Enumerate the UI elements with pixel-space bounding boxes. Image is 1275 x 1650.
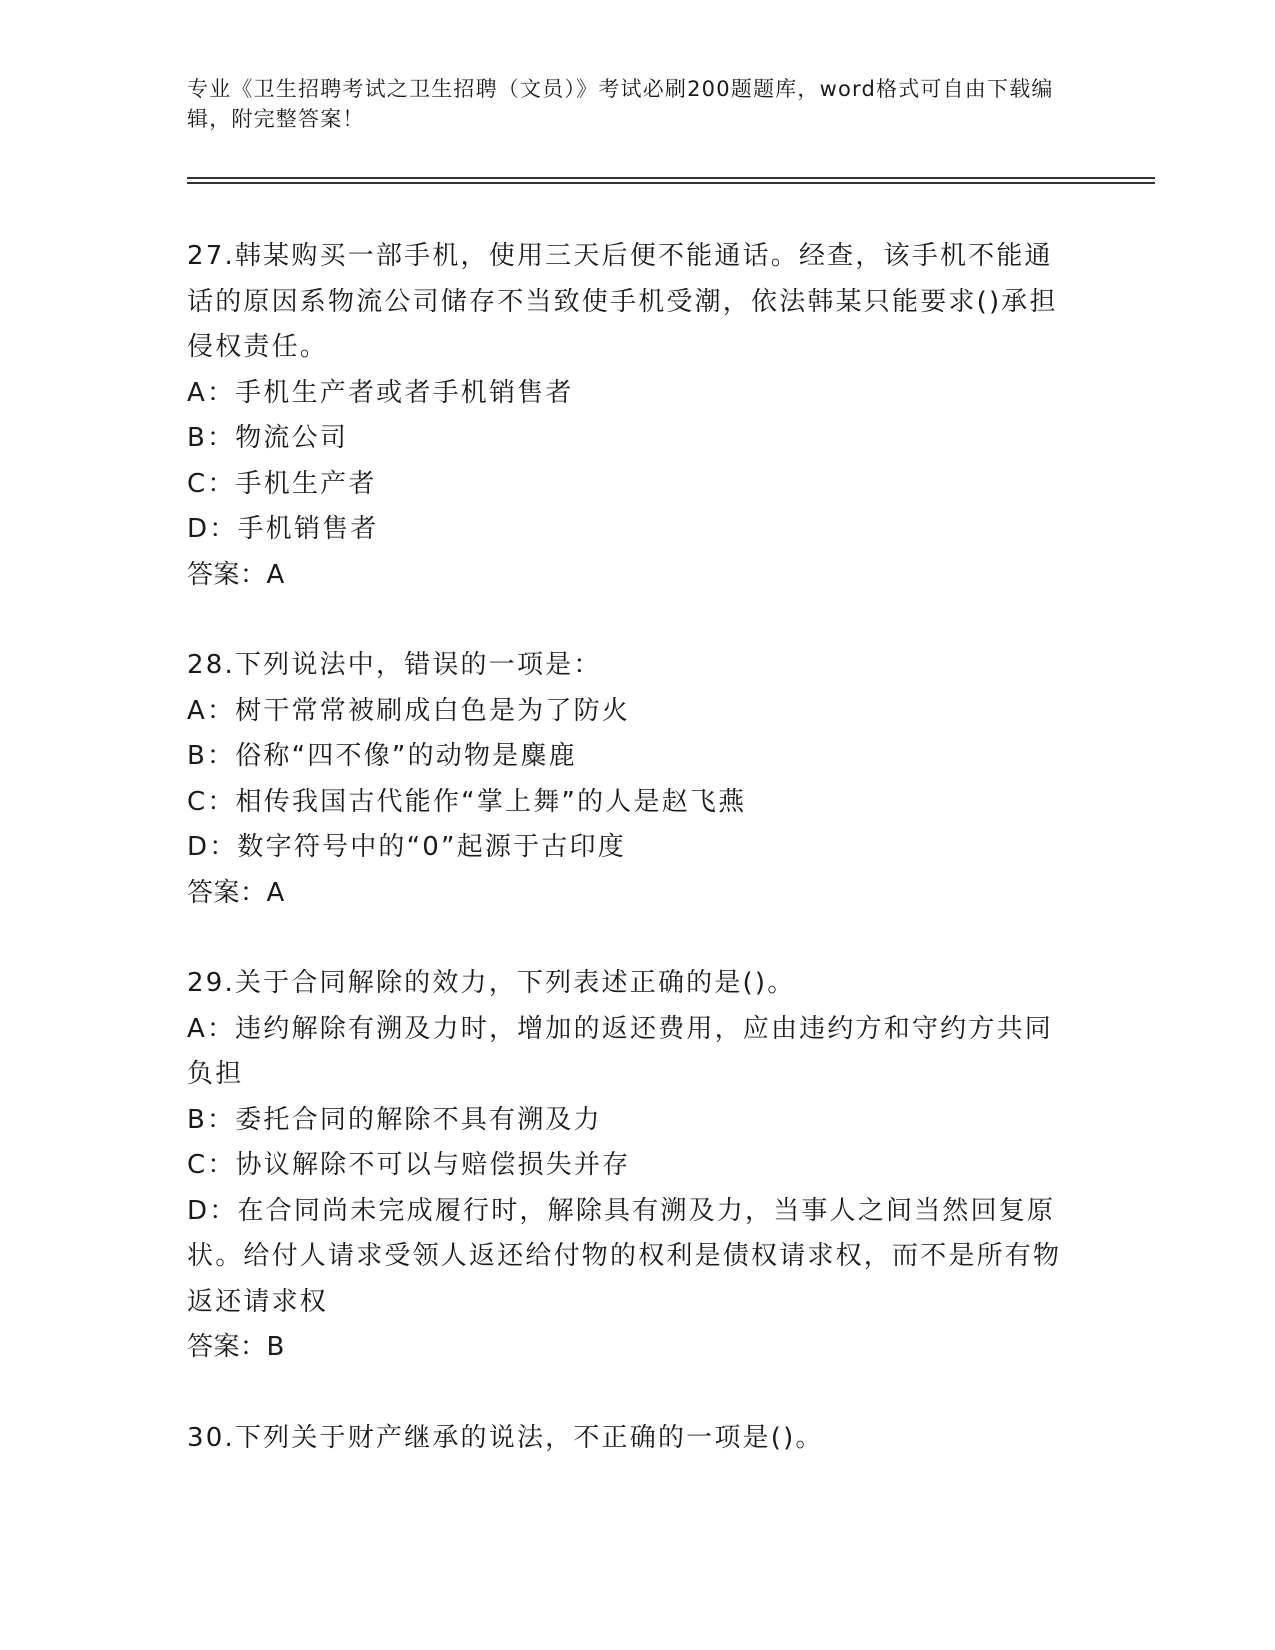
option-a: A：手机生产者或者手机销售者 xyxy=(187,377,574,408)
question-30 xyxy=(187,1416,1077,1462)
question-stem: 28.下列说法中，错误的一项是： xyxy=(187,650,602,680)
header-divider-top xyxy=(187,177,1155,179)
option-d: D：在合同尚未完成履行时，解除具有溯及力，当事人之间当然回复原状。给付人请求受领人返还给付物的权利是债权请求权，而不是所有物返还请求权 xyxy=(187,1195,1062,1317)
question-27 xyxy=(187,234,1077,598)
header-divider-bottom xyxy=(187,182,1155,184)
option-c: C：协议解除不可以与赔偿损失并存 xyxy=(187,1150,631,1180)
question-29 xyxy=(187,961,1077,1371)
option-a: A：树干常常被刷成白色是为了防火 xyxy=(187,695,630,726)
option-d: D：数字符号中的“0”起源于古印度 xyxy=(187,832,626,862)
option-c: C：手机生产者 xyxy=(187,468,377,499)
option-b: B：物流公司 xyxy=(187,423,349,453)
question-28 xyxy=(187,643,1077,916)
option-c: C：相传我国古代能作“掌上舞”的人是赵飞燕 xyxy=(187,786,747,817)
option-b: B：俗称“四不像”的动物是麋鹿 xyxy=(187,741,577,771)
answer-line: 答案：B xyxy=(187,1332,285,1362)
question-stem: 30.下列关于财产继承的说法，不正确的一项是()。 xyxy=(187,1422,824,1453)
answer-line: 答案：A xyxy=(187,877,285,908)
option-d: D：手机销售者 xyxy=(187,514,379,544)
answer-line: 答案：A xyxy=(187,559,285,590)
question-list xyxy=(187,234,1077,1506)
question-stem: 27.韩某购买一部手机，使用三天后便不能通话。经查，该手机不能通话的原因系物流公司储存不当致使手机受潮，依法韩某只能要求()承担侵权责任。 xyxy=(187,241,1058,362)
option-a: A：违约解除有溯及力时，增加的返还费用，应由违约方和守约方共同负担 xyxy=(187,1013,1053,1089)
document-header: 专业《卫生招聘考试之卫生招聘（文员）》考试必刷200题题库，word格式可自由下载编辑，附完整答案！ xyxy=(187,77,1054,131)
question-stem: 29.关于合同解除的效力，下列表述正确的是()。 xyxy=(187,968,796,998)
option-b: B：委托合同的解除不具有溯及力 xyxy=(187,1104,602,1135)
